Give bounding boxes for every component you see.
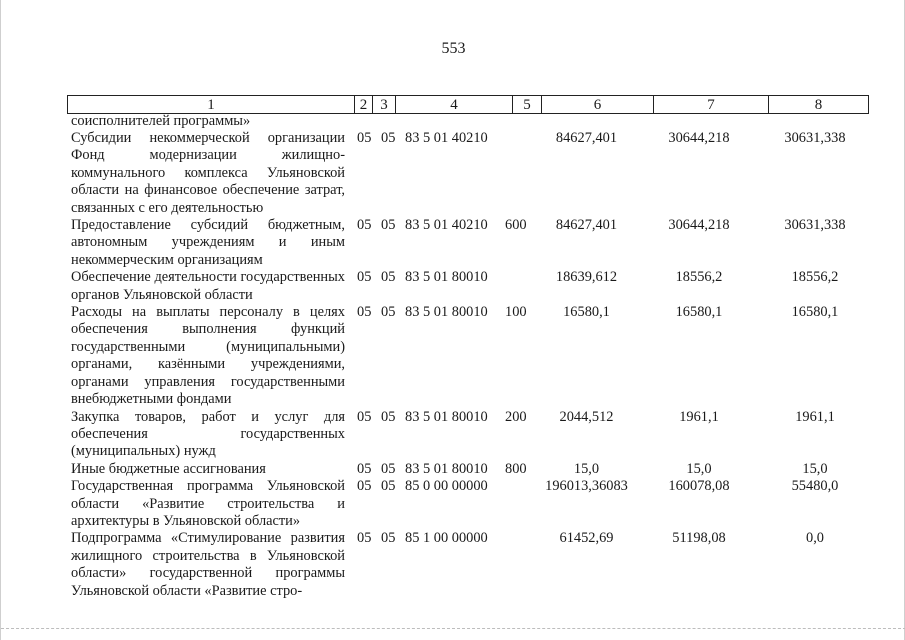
page-number: 553 <box>441 40 466 57</box>
row-expense-type: 100 <box>505 304 527 321</box>
row-name: Подпрограмма «Стимулирование развития жилищного строительства в Ульяновской области» государственной программы Ульяновской области «Развитие стро- <box>71 530 345 599</box>
table-header-row <box>68 96 869 114</box>
row-amount-2: 160078,08 <box>668 478 730 495</box>
table-row <box>71 409 871 461</box>
row-name: Субсидии некоммерческой организации Фонд модернизации жилищно-коммунального комплекса Ульяновской области на финансовое обеспечение затрат, связанных с его деятельностью <box>71 130 345 216</box>
row-amount-1: 196013,36083 <box>545 478 628 495</box>
header-col-8: 8 <box>769 96 869 114</box>
row-amount-3: 18556,2 <box>791 269 839 286</box>
header-col-6: 6 <box>542 96 654 114</box>
row-target-code: 83 5 01 80010 <box>405 269 488 286</box>
row-amount-3: 16580,1 <box>791 304 839 321</box>
table-row <box>71 461 871 478</box>
table-header <box>67 95 869 114</box>
row-amount-1: 84627,401 <box>555 130 618 146</box>
row-amount-2: 30644,218 <box>668 217 730 234</box>
row-subsection: 05 <box>381 130 396 146</box>
header-col-7: 7 <box>654 96 769 114</box>
row-name: Государственная программа Ульяновской области «Развитие строительства и архитектуры в Ульяновской области» <box>71 478 345 529</box>
row-subsection: 05 <box>381 217 396 234</box>
row-expense-type: 600 <box>505 217 527 234</box>
row-amount-1: 16580,1 <box>563 304 610 321</box>
row-amount-2: 1961,1 <box>679 408 719 425</box>
row-amount-1: 15,0 <box>573 460 600 477</box>
row-amount-3: 0,0 <box>806 530 824 547</box>
row-target-code: 83 5 01 80010 <box>405 408 488 425</box>
row-target-code: 83 5 01 40210 <box>405 217 488 234</box>
row-name: Иные бюджетные ассигнования <box>71 460 266 477</box>
row-subsection: 05 <box>381 478 396 495</box>
row-expense-type: 800 <box>505 460 527 477</box>
row-amount-3: 30631,338 <box>784 130 846 146</box>
row-subsection: 05 <box>381 460 396 477</box>
header-col-5: 5 <box>513 96 542 114</box>
row-section: 05 <box>357 217 372 234</box>
row-target-code: 83 5 01 40210 <box>405 130 488 146</box>
row-section: 05 <box>357 530 372 547</box>
header-col-1: 1 <box>68 96 355 114</box>
row-name: соисполнителей программы» <box>71 113 251 129</box>
table-row <box>71 478 871 530</box>
row-amount-3: 30631,338 <box>784 217 846 234</box>
table-row <box>71 113 871 130</box>
scan-edge-line <box>1 628 905 629</box>
header-col-4: 4 <box>396 96 513 114</box>
table-body <box>71 113 871 600</box>
row-section: 05 <box>357 460 372 477</box>
table-row <box>71 530 871 600</box>
header-col-3: 3 <box>373 96 396 114</box>
row-name: Предоставление субсидий бюджетным, автономным учреждениям и иным некоммерческим организациям <box>71 217 345 268</box>
row-amount-3: 15,0 <box>802 460 828 477</box>
header-col-2: 2 <box>355 96 373 114</box>
row-section: 05 <box>357 408 372 425</box>
row-amount-1: 18639,612 <box>555 269 618 286</box>
row-name: Расходы на выплаты персоналу в целях обеспечения выполнения функций государственными (муниципальными) органами, казёнными учреждениями, органами управления государственными внебюджетными фондами <box>71 304 345 408</box>
table-row <box>71 130 871 217</box>
row-amount-2: 18556,2 <box>675 269 723 286</box>
row-section: 05 <box>357 130 372 146</box>
row-subsection: 05 <box>381 408 396 425</box>
row-amount-2: 16580,1 <box>675 304 723 321</box>
row-expense-type: 200 <box>505 408 527 425</box>
row-target-code: 85 1 00 00000 <box>405 530 488 547</box>
row-amount-1: 61452,69 <box>559 530 614 547</box>
table-row <box>71 304 871 408</box>
row-target-code: 83 5 01 80010 <box>405 460 488 477</box>
row-section: 05 <box>357 478 372 495</box>
row-amount-1: 2044,512 <box>559 408 614 425</box>
row-subsection: 05 <box>381 269 396 286</box>
row-amount-2: 30644,218 <box>668 130 730 146</box>
row-amount-1: 84627,401 <box>555 217 618 234</box>
row-amount-3: 55480,0 <box>791 478 839 495</box>
row-section: 05 <box>357 269 372 286</box>
table-row <box>71 217 871 269</box>
row-target-code: 83 5 01 80010 <box>405 304 488 321</box>
table-row <box>71 269 871 304</box>
row-amount-3: 1961,1 <box>795 408 835 425</box>
row-amount-2: 15,0 <box>686 460 712 477</box>
row-name: Обеспечение деятельности государственных органов Ульяновской области <box>71 269 345 303</box>
row-name: Закупка товаров, работ и услуг для обеспечения государственных (муниципальных) нужд <box>71 408 345 460</box>
row-subsection: 05 <box>381 304 396 321</box>
row-section: 05 <box>357 304 372 321</box>
row-target-code: 85 0 00 00000 <box>405 478 488 495</box>
row-amount-2: 51198,08 <box>672 530 726 547</box>
row-subsection: 05 <box>381 530 396 547</box>
